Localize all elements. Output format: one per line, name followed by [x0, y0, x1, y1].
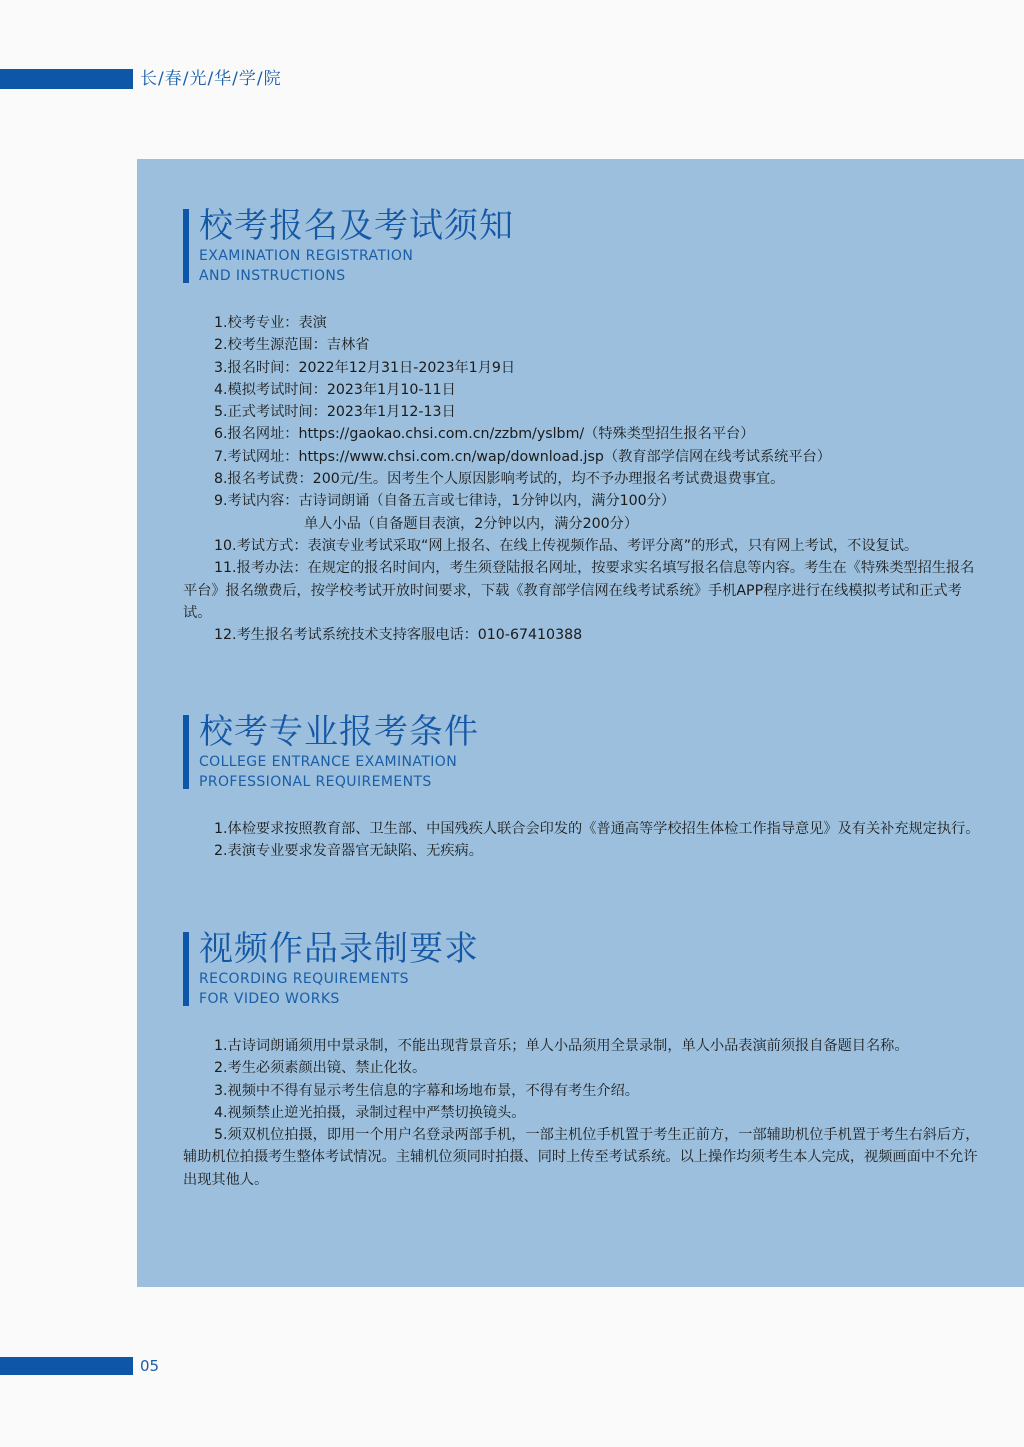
list-item: 3.视频中不得有显示考生信息的字幕和场地布景，不得有考生介绍。	[214, 1082, 639, 1099]
section-title-cn: 校考报名及考试须知	[199, 206, 514, 246]
list-item: 2.表演专业要求发音器官无缺陷、无疾病。	[214, 843, 483, 860]
header-accent-bar	[0, 69, 133, 89]
section-registration	[183, 205, 983, 646]
section-requirements	[183, 711, 983, 863]
section-title-en: PROFESSIONAL REQUIREMENTS	[199, 773, 432, 790]
section-heading	[183, 928, 983, 1009]
list-item: 9.考试内容：古诗词朗诵（自备五言或七律诗，1分钟以内，满分100分）	[214, 493, 676, 510]
heading-accent-bar	[183, 209, 189, 283]
list-item: 1.古诗词朗诵须用中景录制，不能出现背景音乐；单人小品须用全景录制，单人小品表演前须报自备题目名称。	[214, 1038, 909, 1054]
list-item: 单人小品（自备题目表演，2分钟以内，满分200分）	[304, 515, 639, 532]
section-heading	[183, 711, 983, 792]
section-title-en: FOR VIDEO WORKS	[199, 990, 340, 1007]
list-item: 3.报名时间：2022年12月31日-2023年1月9日	[214, 359, 516, 376]
section-body	[183, 312, 983, 646]
section-title-cn: 视频作品录制要求	[199, 929, 479, 969]
section-title-en: AND INSTRUCTIONS	[199, 267, 346, 284]
content-panel	[137, 159, 1024, 1287]
list-item: 1.校考专业：表演	[214, 315, 327, 331]
school-name: 长/春/光/华/学/院	[140, 69, 282, 89]
list-item: 1.体检要求按照教育部、卫生部、中国残疾人联合会印发的《普通高等学校招生体检工作指导意见》及有关补充规定执行。	[214, 821, 980, 837]
list-item: 12.考生报名考试系统技术支持客服电话：010-67410388	[214, 627, 583, 644]
heading-accent-bar	[183, 932, 189, 1006]
footer-accent-bar	[0, 1357, 133, 1375]
list-item: 11.报考办法：在规定的报名时间内，考生须登陆报名网址，按要求实名填写报名信息等内容。考生在《特殊类型招生报名平台》报名缴费后，按学校考试开放时间要求，下载《教育部学信网在线考试系统》手机APP程序进行在线模拟考试和正式考试。	[183, 560, 975, 621]
section-heading	[183, 205, 983, 286]
list-item: 4.模拟考试时间：2023年1月10-11日	[214, 381, 456, 398]
section-title-en: EXAMINATION REGISTRATION	[199, 248, 414, 264]
list-item: 8.报名考试费：200元/生。因考生个人原因影响考试的，均不予办理报名考试费退费事宜。	[214, 471, 785, 488]
page-number: 05	[140, 1357, 160, 1375]
section-title-en: COLLEGE ENTRANCE EXAMINATION	[199, 754, 458, 770]
section-body	[183, 818, 983, 863]
list-item: 2.考生必须素颜出镜、禁止化妆。	[214, 1060, 427, 1077]
heading-accent-bar	[183, 715, 189, 789]
section-video-requirements	[183, 928, 983, 1191]
list-item: 6.报名网址：https://gaokao.chsi.com.cn/zzbm/yslbm/（特殊类型招生报名平台）	[214, 426, 755, 443]
section-body	[183, 1035, 983, 1191]
list-item: 2.校考生源范围：吉林省	[214, 337, 370, 354]
section-title-en: RECORDING REQUIREMENTS	[199, 971, 409, 987]
list-item: 10.考试方式：表演专业考试采取“网上报名、在线上传视频作品、考评分离”的形式，只有网上考试，不设复试。	[214, 537, 919, 554]
list-item: 7.考试网址：https://www.chsi.com.cn/wap/download.jsp（教育部学信网在线考试系统平台）	[214, 448, 831, 465]
section-title-cn: 校考专业报考条件	[199, 712, 479, 752]
list-item: 4.视频禁止逆光拍摄，录制过程中严禁切换镜头。	[214, 1104, 526, 1121]
list-item: 5.正式考试时间：2023年1月12-13日	[214, 404, 456, 421]
list-item: 5.须双机位拍摄，即用一个用户名登录两部手机，一部主机位手机置于考生正前方，一部辅助机位手机置于考生右斜后方，辅助机位拍摄考生整体考试情况。主辅机位须同时拍摄、同时上传至考试系统。以上操作均须考生本人完成，视频画面中不允许出现其他人。	[183, 1127, 980, 1188]
